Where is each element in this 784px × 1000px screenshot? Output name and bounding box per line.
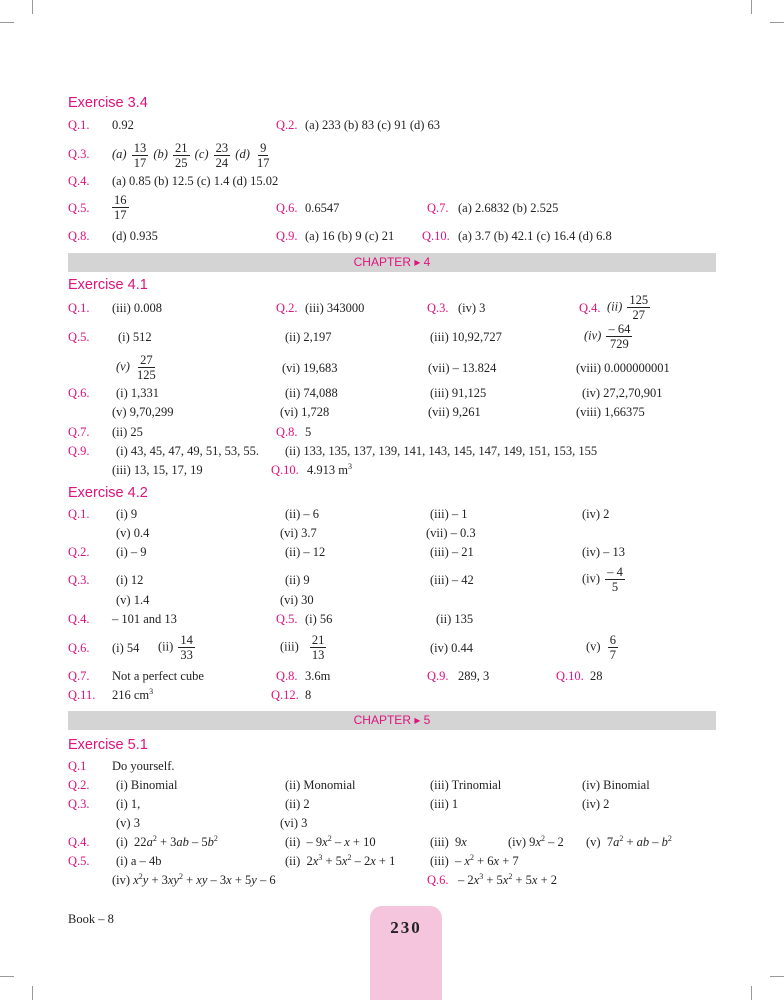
answer: (a) 3.7 (b) 42.1 (c) 16.4 (d) 6.8 — [458, 229, 612, 243]
answer: 5 — [305, 425, 312, 439]
answer-fraction — [110, 193, 131, 222]
question-label: Q.2. — [68, 778, 90, 792]
question-label: Q.8. — [276, 669, 298, 683]
exercise-title: Exercise 4.1 — [68, 277, 148, 293]
answer: (i) 43, 45, 47, 49, 51, 53, 55. — [116, 444, 260, 458]
part-label: (v) — [586, 639, 601, 654]
chapter-band — [68, 253, 716, 272]
denominator: 25 — [175, 155, 188, 170]
crop-mark — [32, 0, 33, 14]
denominator: 5 — [611, 580, 619, 594]
question-label: Q.10. — [422, 229, 450, 243]
answer: (v) 9,70,299 — [112, 405, 174, 419]
question-label: Q.10. — [556, 669, 584, 683]
exercise-title: Exercise 3.4 — [68, 95, 148, 111]
question-label: Q.7. — [427, 201, 449, 215]
denominator: 17 — [256, 155, 270, 170]
answer: (vi) 3 — [280, 816, 308, 830]
denominator: 17 — [133, 155, 147, 170]
answer: (iii) – 42 — [430, 573, 474, 587]
part-label: (ii) — [607, 299, 623, 314]
fraction — [178, 633, 195, 662]
answer: 3.6m — [305, 669, 331, 683]
question-label: Q.7. — [68, 669, 90, 683]
answer-fraction — [280, 633, 328, 662]
numerator: 13 — [133, 140, 147, 155]
numerator: 9 — [260, 140, 267, 155]
question-label: Q.10. — [271, 463, 299, 477]
answer: (v) 1.4 — [116, 593, 150, 607]
answer-fraction — [582, 565, 627, 594]
question-label: Q.1. — [68, 118, 90, 132]
answer: (a) 0.85 (b) 12.5 (c) 1.4 (d) 15.02 — [112, 174, 279, 188]
denominator: 125 — [137, 368, 156, 382]
crop-mark — [0, 976, 14, 977]
question-label: Q.3. — [68, 797, 90, 811]
answer: (v) 3 — [116, 816, 140, 830]
answer: (viii) 1,66375 — [576, 405, 645, 419]
question-label: Q.1. — [68, 507, 90, 521]
answer: 0.92 — [112, 118, 134, 132]
answer-fraction — [158, 633, 197, 662]
answer: (iii) 91,125 — [430, 386, 487, 400]
part-label: (b) — [153, 147, 168, 161]
answer-fraction — [586, 633, 620, 662]
denominator: 17 — [114, 208, 127, 222]
part-label: (iii) — [280, 639, 299, 654]
question-label: Q.9. — [276, 229, 298, 243]
part-label: (c) — [194, 147, 209, 161]
question-label: Q.5. — [68, 854, 90, 868]
chapter-band — [68, 711, 716, 730]
numerator: – 4 — [607, 565, 623, 579]
answer: (i) 12 — [116, 573, 144, 587]
numerator: 6 — [609, 633, 616, 647]
part-label: (ii) — [158, 639, 174, 654]
answer: (vi) 19,683 — [282, 361, 338, 375]
question-label: Q.6. — [68, 641, 90, 655]
numerator: 16 — [114, 193, 127, 207]
fraction — [605, 565, 625, 594]
crop-mark — [32, 986, 33, 1000]
crop-mark — [751, 0, 752, 14]
answer: (ii) 25 — [112, 425, 143, 439]
superscript: 3 — [347, 461, 352, 471]
answer: Do yourself. — [112, 759, 175, 773]
answer: (v) $7a^2$ + ab – $b^2$ — [586, 833, 672, 849]
answer: (iii) Trinomial — [430, 778, 502, 792]
answer: (i) a – 4b — [116, 854, 162, 868]
part-label: (v) — [116, 359, 130, 374]
answer: (iii) 10,92,727 — [430, 330, 502, 344]
fraction — [173, 141, 190, 170]
answer: (ii) 9 — [285, 573, 310, 587]
answer: (i) Binomial — [116, 778, 178, 792]
answer-fraction — [116, 353, 160, 382]
question-label: Q.12. — [271, 688, 299, 702]
denominator: 13 — [311, 648, 325, 662]
fraction — [214, 141, 231, 170]
question-label: Q.4. — [68, 612, 90, 626]
answer: (i) 1, — [116, 797, 141, 811]
answer: (i) 54 — [112, 641, 140, 655]
answer: (iv) 2 — [582, 507, 610, 521]
question-label: Q.9. — [68, 444, 90, 458]
answer: (iii) 343000 — [305, 301, 365, 315]
answer: (ii) Monomial — [285, 778, 356, 792]
crop-mark — [770, 22, 784, 23]
answer: (vii) 9,261 — [428, 405, 481, 419]
answer: (vi) 1,728 — [280, 405, 330, 419]
denominator: 24 — [215, 155, 229, 170]
question-label: Q.1 — [68, 759, 87, 773]
part-label: (a) — [112, 147, 127, 161]
answer: (iii) 1 — [430, 797, 459, 811]
answer: Not a perfect cube — [112, 669, 204, 683]
answer-fraction — [584, 322, 634, 351]
answer: (iv) – 13 — [582, 545, 626, 559]
fraction — [606, 322, 632, 351]
fraction — [255, 141, 272, 170]
numerator: 27 — [140, 353, 153, 367]
answer: (iv) 3 — [458, 301, 486, 315]
answer-fractions — [112, 134, 273, 174]
answer: (ii) 2,197 — [285, 330, 332, 344]
answer: (viii) 0.000000001 — [576, 361, 670, 375]
answer: (iv) $x^2y + 3xy^2$ + xy – 3x + 5y – 6 — [112, 871, 276, 887]
question-label: Q.2. — [68, 545, 90, 559]
answer: (iv) $9x^2 - 2$ — [508, 833, 564, 849]
answer-fraction — [607, 293, 652, 322]
question-label: Q.4. — [68, 174, 90, 188]
answer: (i) 512 — [118, 330, 152, 344]
denominator: 7 — [609, 648, 616, 662]
question-label: Q.4. — [579, 301, 601, 315]
answer: (iii) – 21 — [430, 545, 474, 559]
fraction — [627, 293, 650, 322]
answer: (ii) 74,088 — [285, 386, 338, 400]
fraction — [132, 141, 149, 170]
answer: (ii) – 6 — [285, 507, 320, 521]
answer: (a) 16 (b) 9 (c) 21 — [305, 229, 395, 243]
answer: $(ii) - 9x^2 - x + 10$ — [285, 833, 376, 849]
answer: – $2x^3 + 5x^2 + 5x + 2$ — [458, 871, 557, 887]
superscript: 3 — [149, 686, 154, 696]
crop-mark — [751, 986, 752, 1000]
numerator: 23 — [215, 140, 229, 155]
answer: (a) 233 (b) 83 (c) 91 (d) 63 — [305, 118, 441, 132]
numerator: 14 — [180, 633, 193, 647]
question-label: Q.4. — [68, 835, 90, 849]
answer: (i) $22a^2 + 3ab - 5b^2$ — [116, 833, 218, 849]
question-label: Q.5. — [276, 612, 298, 626]
answer: (a) 2.6832 (b) 2.525 — [458, 201, 559, 215]
denominator: 27 — [632, 308, 646, 322]
answer: (i) – 9 — [116, 545, 147, 559]
answer: (iii) 9x — [430, 835, 467, 849]
answer: – 101 and 13 — [112, 612, 177, 626]
question-label: Q.6. — [68, 386, 90, 400]
answer: (iii) – 1 — [430, 507, 468, 521]
answer: (i) 1,331 — [116, 386, 160, 400]
answer: (vii) – 0.3 — [426, 526, 476, 540]
page-number: 230 — [390, 918, 422, 937]
answer: (i) 9 — [116, 507, 138, 521]
fraction — [310, 633, 327, 662]
answer: (iii) 0.008 — [112, 301, 162, 315]
fraction — [135, 353, 158, 382]
exercise-title: Exercise 5.1 — [68, 737, 148, 753]
part-label: (d) — [235, 147, 250, 161]
answer: (iv) Binomial — [582, 778, 650, 792]
answer: (iv) 0.44 — [430, 641, 474, 655]
crop-mark — [770, 976, 784, 977]
answer: (ii) – 12 — [285, 545, 326, 559]
numerator: 125 — [629, 293, 649, 307]
part-label: (iv) — [584, 328, 602, 343]
exercise-title: Exercise 4.2 — [68, 485, 148, 501]
answer: (vi) 30 — [280, 593, 314, 607]
denominator: 33 — [180, 648, 193, 662]
fraction — [112, 193, 129, 222]
question-label: Q.3. — [427, 301, 449, 315]
answer: (d) 0.935 — [112, 229, 158, 243]
book-label: Book – 8 — [68, 912, 114, 926]
question-label: Q.6. — [276, 201, 298, 215]
answer: (ii) $2x^3 + 5x^2 - 2x + 1$ — [285, 852, 396, 868]
question-label: Q.2. — [276, 118, 298, 132]
answer: (vi) 3.7 — [280, 526, 317, 540]
question-label: Q.1. — [68, 301, 90, 315]
chapter-heading: CHAPTER ▸ 5 — [353, 713, 431, 727]
answer: (ii) 133, 135, 137, 139, 141, 143, 145, 147, 149, 151, 153, 155 — [285, 444, 598, 458]
fraction — [608, 633, 618, 662]
answer: 28 — [590, 669, 603, 683]
answer: (v) 0.4 — [116, 526, 150, 540]
answer-value: 4.913 m — [307, 463, 348, 477]
question-label: Q.6. — [427, 873, 449, 887]
answer: (vii) – 13.824 — [428, 361, 497, 375]
answer: 289, 3 — [458, 669, 490, 683]
question-label: Q.8. — [276, 425, 298, 439]
answer: (iv) 2 — [582, 797, 610, 811]
numerator: – 64 — [608, 322, 631, 336]
chapter-heading: CHAPTER ▸ 4 — [353, 255, 431, 269]
answer: (i) 56 — [305, 612, 333, 626]
question-label: Q.3. — [68, 147, 90, 161]
answer: (ii) 135 — [436, 612, 474, 626]
part-label: (iv) — [582, 571, 601, 586]
numerator: 21 — [311, 633, 325, 647]
question-label: Q.7. — [68, 425, 90, 439]
answer: 8 — [305, 688, 312, 702]
denominator: 729 — [610, 337, 629, 351]
answer — [307, 463, 352, 478]
question-label: Q.8. — [68, 229, 90, 243]
answer: (iv) 27,2,70,901 — [582, 386, 663, 400]
question-label: Q.5. — [68, 201, 90, 215]
answer: 0.6547 — [305, 201, 340, 215]
question-label: Q.11. — [68, 688, 96, 702]
question-label: Q.3. — [68, 573, 90, 587]
answer: (ii) 2 — [285, 797, 310, 811]
question-label: Q.9. — [427, 669, 449, 683]
question-label: Q.5. — [68, 330, 90, 344]
answer: (iii) 13, 15, 17, 19 — [112, 463, 203, 477]
question-label: Q.2. — [276, 301, 298, 315]
answer: $(iii) - x^2 + 6x + 7$ — [430, 852, 519, 868]
answer — [112, 688, 153, 703]
numerator: 21 — [175, 140, 188, 155]
crop-mark — [0, 22, 14, 23]
answer-value: 216 cm — [112, 688, 150, 702]
